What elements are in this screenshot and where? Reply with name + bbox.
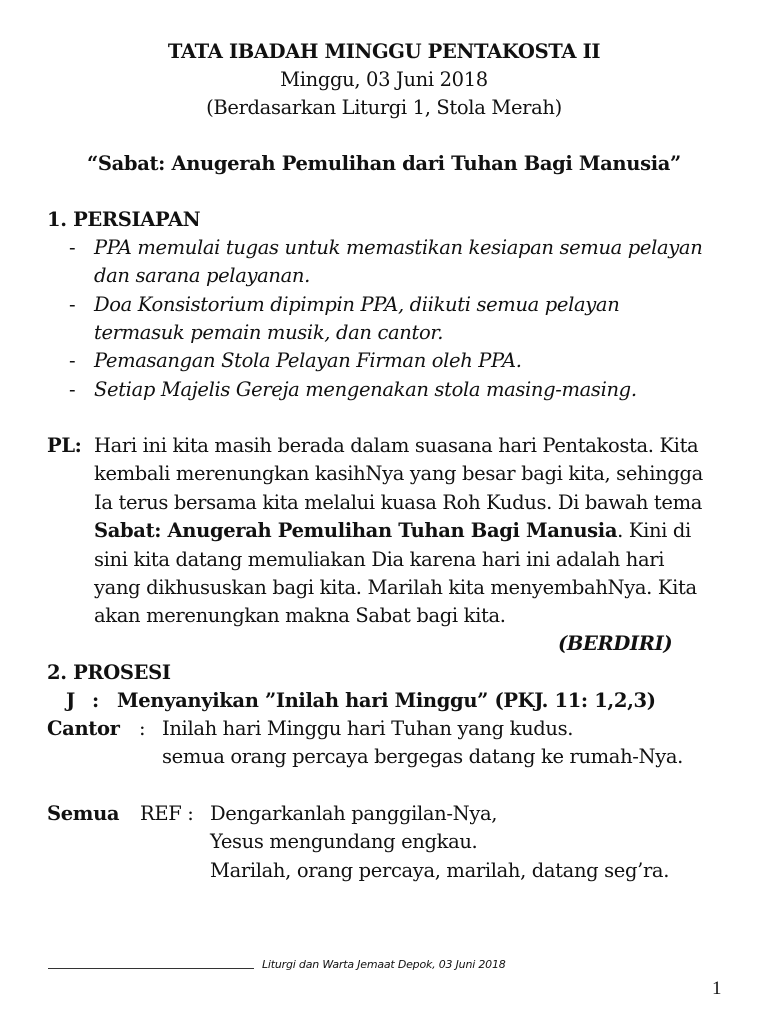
refrain-label: REF : xyxy=(140,802,194,825)
speaker-colon: : xyxy=(139,717,146,740)
footer-text: Liturgi dan Warta Jemaat Depok, 03 Juni 2018 xyxy=(262,958,506,971)
list-item: Setiap Majelis Gereja mengenakan stola masing-masing. xyxy=(94,378,637,401)
refrain-lyric-line: Marilah, orang percaya, marilah, datang seg’ra. xyxy=(210,859,670,882)
document-date: Minggu, 03 Juni 2018 xyxy=(280,68,488,91)
pl-text-line: Ia terus bersama kita melalui kuasa Roh Kudus. Di bawah tema xyxy=(94,491,703,514)
pl-text-line: sini kita datang memuliakan Dia karena hari ini adalah hari xyxy=(94,548,665,571)
pl-bold-theme: Sabat: Anugerah Pemulihan Tuhan Bagi Manusia xyxy=(94,519,618,542)
pl-text-line: Hari ini kita masih berada dalam suasana hari Pentakosta. Kita xyxy=(94,434,699,457)
pl-text-line: yang dikhususkan bagi kita. Marilah kita menyembahNya. Kita xyxy=(94,576,697,599)
pl-text-line: akan merenungkan makna Sabat bagi kita. xyxy=(94,604,506,627)
section-heading-persiapan: 1. PERSIAPAN xyxy=(47,208,201,231)
refrain-lyric-line: Dengarkanlah panggilan-Nya, xyxy=(210,802,498,825)
list-item-continued: termasuk pemain musik, dan cantor. xyxy=(94,321,444,344)
list-item-continued: dan sarana pelayanan. xyxy=(94,264,310,287)
list-item: Doa Konsistorium dipimpin PPA, diikuti semua pelayan xyxy=(94,293,620,316)
list-item: PPA memulai tugas untuk memastikan kesiapan semua pelayan xyxy=(94,236,703,259)
hymn-instruction: Menyanyikan ”Inilah hari Minggu” (PKJ. 11: 1,2,3) xyxy=(117,689,656,712)
refrain-lyric-line: Yesus mengundang engkau. xyxy=(210,830,478,853)
pl-text-line: kembali merenungkan kasihNya yang besar bagi kita, sehingga xyxy=(94,462,703,485)
speaker-label-cantor: Cantor xyxy=(47,717,120,740)
speaker-label-j: J xyxy=(66,689,75,712)
speaker-label-semua: Semua xyxy=(47,802,120,825)
list-bullet: - xyxy=(69,349,76,372)
pl-text-after-theme: . Kini di xyxy=(617,519,691,542)
document-title: TATA IBADAH MINGGU PENTAKOSTA II xyxy=(167,40,601,63)
list-bullet: - xyxy=(69,293,76,316)
footer-rule xyxy=(182,968,254,969)
list-item: Pemasangan Stola Pelayan Firman oleh PPA. xyxy=(94,349,522,372)
hymn-lyric-line: semua orang percaya bergegas datang ke rumah-Nya. xyxy=(162,745,684,768)
page-number: 1 xyxy=(712,978,722,999)
section-heading-prosesi: 2. PROSESI xyxy=(47,661,171,684)
list-bullet: - xyxy=(69,378,76,401)
speaker-label-pl: PL: xyxy=(47,434,82,457)
sermon-theme: “Sabat: Anugerah Pemulihan dari Tuhan Bagi Manusia” xyxy=(87,152,681,175)
speaker-colon: : xyxy=(92,689,99,712)
pl-text-line xyxy=(94,517,691,545)
rubric-instruction: (BERDIRI) xyxy=(558,632,673,655)
liturgy-basis: (Berdasarkan Liturgi 1, Stola Merah) xyxy=(206,96,562,119)
list-bullet: - xyxy=(69,236,76,259)
hymn-lyric-line: Inilah hari Minggu hari Tuhan yang kudus. xyxy=(162,717,574,740)
